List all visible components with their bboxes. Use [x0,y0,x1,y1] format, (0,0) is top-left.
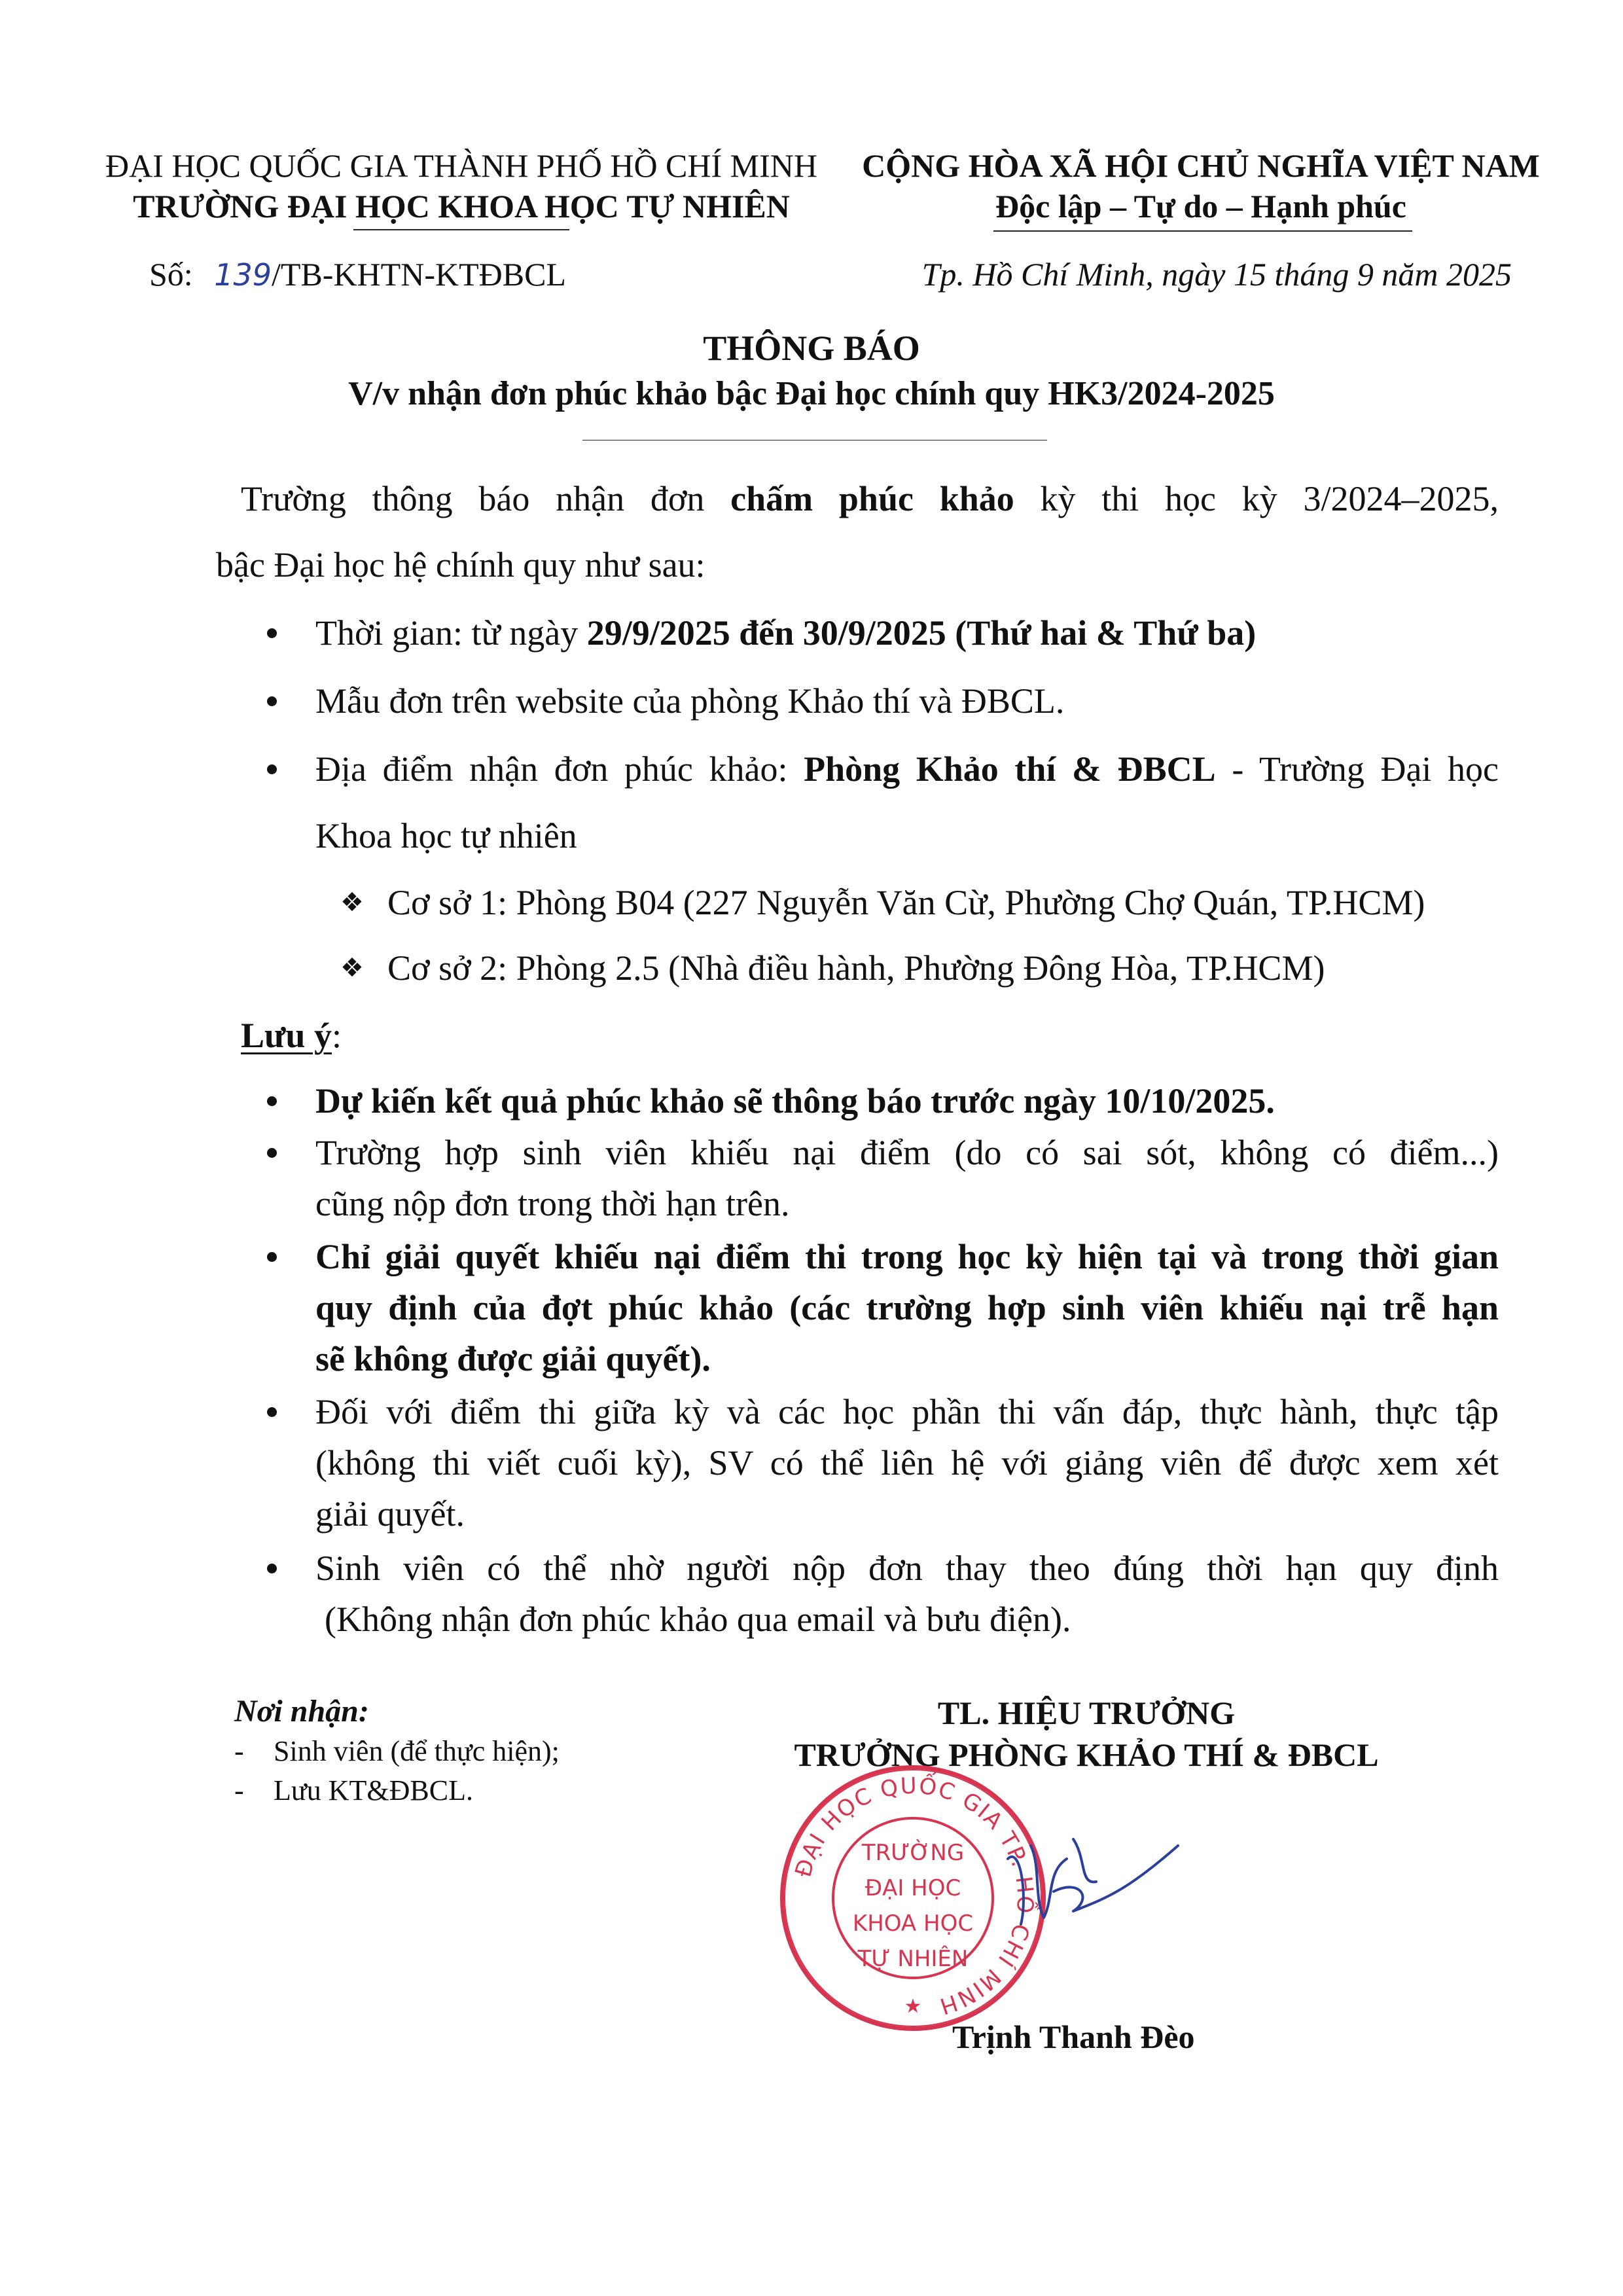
recipient-dash: - [234,1735,244,1767]
doc-number-suffix: /TB-KHTN-KTĐBCL [272,256,566,293]
school-name: TRƯỜNG ĐẠI HỌC KHOA HỌC TỰ NHIÊN [133,188,790,224]
intro-line1 [241,473,1499,524]
item-time [315,607,1256,658]
recipient-dash: - [234,1774,244,1806]
signature-title-2: TRƯỞNG PHÒNG KHẢO THÍ & ĐBCL [794,1736,1379,1773]
intro-text-2: kỳ thi học kỳ 3/2024–2025, [1040,479,1499,518]
note-5-line2: (Không nhận đơn phúc khảo qua email và bưu điện). [325,1600,1071,1639]
item-place-office: Phòng Khảo thí & ĐBCL [804,749,1216,789]
intro-text-1: Trường thông báo nhận đơn [241,479,705,518]
doc-number [149,254,566,295]
bullet-dot [267,1564,277,1573]
item-place [315,744,1499,795]
page-subtitle: V/v nhận đơn phúc khảo bậc Đại học chính quy HK3/2024-2025 [348,375,1275,412]
seal-center-line4: TỰ NHIÊN [857,1946,969,1972]
seal-star-icon: ★ [904,1995,922,2018]
header-left [92,145,831,226]
recipient-1-text: Sinh viên (để thực hiện); [274,1735,560,1767]
recipient-1 [234,1733,560,1770]
bullet-dot [267,764,277,774]
motto-underline [993,230,1412,232]
note-2-line2: cũng nộp đơn trong thời hạn trên. [315,1184,790,1223]
header-left-underline [353,229,569,230]
note-5-line1: Sinh viên có thể nhờ người nộp đơn thay theo đúng thời hạn quy định [315,1549,1499,1588]
seal-ring-text: ĐẠI HỌC QUỐC GIA TP. HỒ CHÍ MINH [790,1772,1039,2020]
ministry-name: ĐẠI HỌC QUỐC GIA THÀNH PHỐ HỒ CHÍ MINH [105,147,817,184]
note-1: Dự kiến kết quả phúc khảo sẽ thông báo trước ngày 10/10/2025. [315,1081,1275,1121]
recipient-2 [234,1772,473,1809]
recipient-2-text: Lưu KT&ĐBCL. [274,1774,473,1806]
intro-bold: chấm phúc khảo [730,479,1014,518]
intro-line2: bậc Đại học hệ chính quy như sau: [216,545,705,584]
note-heading [241,1010,342,1061]
note-label: Lưu ý [241,1016,332,1055]
item-place-line2: Khoa học tự nhiên [315,816,577,855]
motto: Độc lập – Tự do – Hạnh phúc [995,188,1406,224]
bullet-dot [267,628,277,638]
signature-title-1: TL. HIỆU TRƯỞNG [937,1695,1236,1731]
item-time-prefix: Thời gian: từ ngày [315,613,579,653]
seal-center-line2: ĐẠI HỌC [865,1875,961,1901]
note-2-line1: Trường hợp sinh viên khiếu nại điểm (do có sai sót, không có điểm...) [315,1133,1499,1172]
campus-1: Cơ sở 1: Phòng B04 (227 Nguyễn Văn Cừ, Phường Chợ Quán, TP.HCM) [387,883,1425,922]
bullet-dot [267,1407,277,1417]
recipients-label: Nơi nhận: [234,1694,369,1729]
doc-number-prefix: Số: [149,256,193,293]
signer-name: Trịnh Thanh Đèo [952,2018,1195,2055]
bullet-dot [267,696,277,706]
bullet-dot [267,1148,277,1158]
page-title: THÔNG BÁO [703,329,920,368]
doc-number-handwritten: 139 [214,257,272,293]
signature-scribble [982,1820,1198,1950]
country-name: CỘNG HÒA XÃ HỘI CHỦ NGHĨA VIỆT NAM [862,147,1540,184]
item-place-suffix: - Trường Đại học [1232,749,1499,789]
bullet-dot [267,1252,277,1262]
item-time-range: 29/9/2025 đến 30/9/2025 (Thứ hai & Thứ ba) [586,613,1257,653]
diamond-bullet-icon: ❖ [340,953,364,983]
header-right [844,145,1558,226]
item-place-prefix: Địa điểm nhận đơn phúc khảo: [315,749,788,789]
note-4-line3: giải quyết. [315,1494,465,1534]
note-3-line1: Chỉ giải quyết khiếu nại điểm thi trong học kỳ hiện tại và trong thời gian [315,1237,1499,1276]
note-colon: : [331,1016,342,1055]
note-4-line2: (không thi viết cuối kỳ), SV có thể liên hệ với giảng viên để được xem xét [315,1443,1499,1482]
note-4-line1: Đối với điểm thi giữa kỳ và các học phần thi vấn đáp, thực hành, thực tập [315,1392,1499,1431]
campus-2: Cơ sở 2: Phòng 2.5 (Nhà điều hành, Phường Đông Hòa, TP.HCM) [387,948,1325,988]
note-3-line3: sẽ không được giải quyết). [315,1339,711,1378]
seal-center-line1: TRƯỜNG [861,1840,965,1866]
seal-center-line3: KHOA HỌC [852,1910,974,1937]
item-form: Mẫu đơn trên website của phòng Khảo thí và ĐBCL. [315,681,1065,721]
note-3-line2: quy định của đợt phúc khảo (các trường hợp sinh viên khiếu nại trễ hạn [315,1288,1499,1327]
diamond-bullet-icon: ❖ [340,888,364,918]
bullet-dot [267,1096,277,1106]
place-date: Tp. Hồ Chí Minh, ngày 15 tháng 9 năm 2025 [921,256,1512,293]
